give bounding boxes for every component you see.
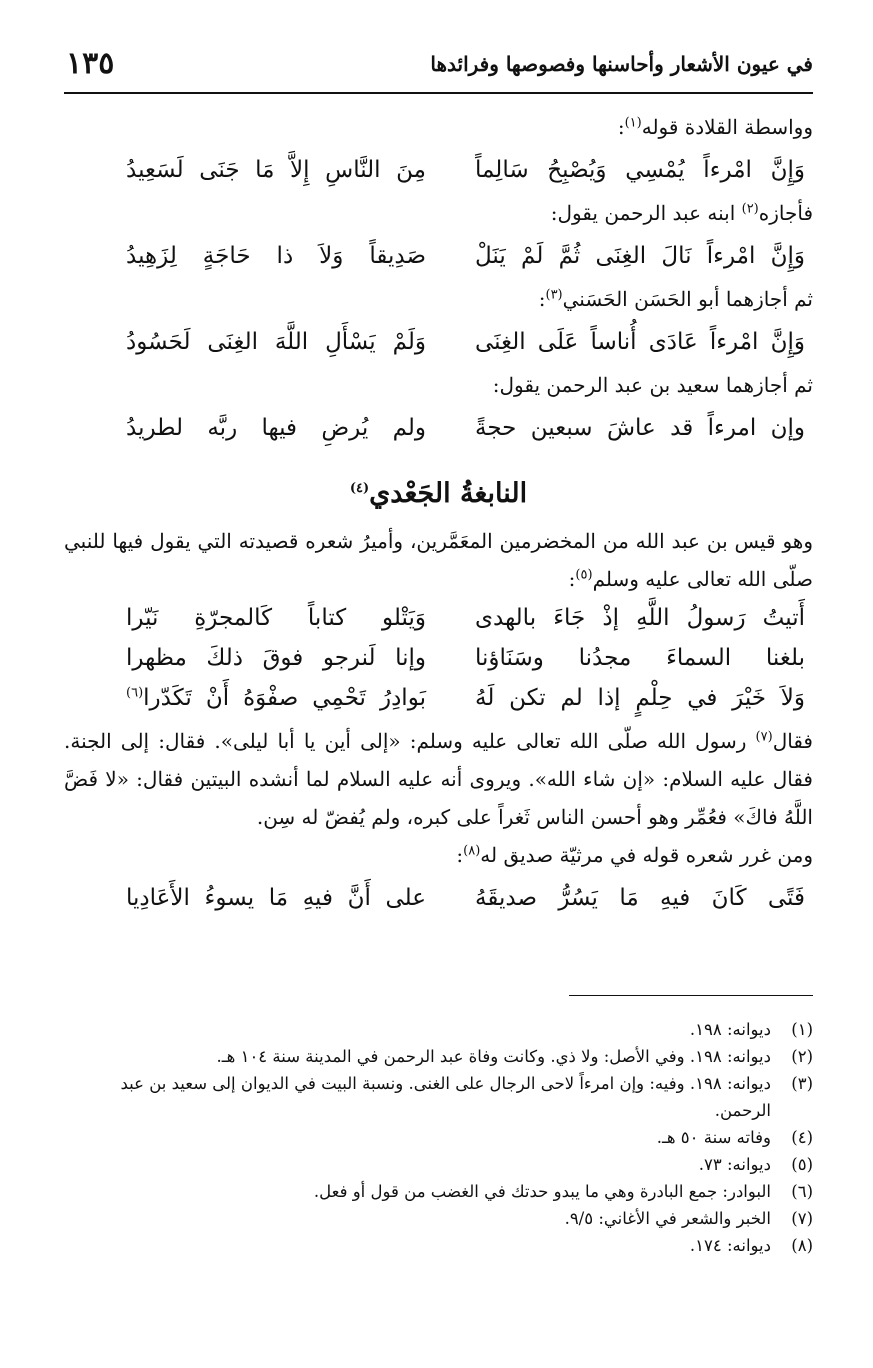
verse-second-hemistich: ولم يُرضِ فيها ربَّه لطريدُ xyxy=(126,415,426,441)
running-title: في عيون الأشعار وأحاسنها وفصوصها وفرائدها xyxy=(430,52,813,76)
verse-second-hemistich: وَلَمْ يَسْأَلِ اللَّهَ الغِنَى لَحَسُودُ xyxy=(126,329,426,355)
page-number: ١٣٥ xyxy=(66,46,115,81)
verse-first-hemistich: وَلاَ خَيْرَ في حِلْمٍ إذا لم تكن لَهُ xyxy=(475,685,805,711)
verse-second-hemistich: مِنَ النَّاسِ إِلاَّ مَا جَنَى لَسَعِيدُ xyxy=(126,157,426,183)
verse-line xyxy=(64,874,813,922)
intro-line-4: ثم أجازهما سعيد بن عبد الرحمن يقول: xyxy=(492,373,813,397)
intro-line-2 xyxy=(64,194,813,232)
intro-line-1 xyxy=(64,108,813,146)
intro-text: وواسطة القلادة قوله xyxy=(641,115,813,139)
verse-first-hemistich: وَإِنَّ امْرءاً عَادَى أُناساً عَلَى الغِنَى xyxy=(475,329,805,355)
footnote-text: وفاته سنة ٥٠ هـ. xyxy=(656,1128,771,1147)
footnote-ref: (٤) xyxy=(349,481,370,496)
verse-line xyxy=(64,638,813,678)
verse-line xyxy=(64,404,813,452)
footnote-number: (٨) xyxy=(791,1236,813,1255)
footnote-item xyxy=(64,1232,813,1259)
footnote-item xyxy=(64,1205,813,1232)
footnote-item xyxy=(64,1070,813,1124)
verse-first-hemistich: أَتيتُ رَسولُ اللَّهِ إذْ جَاءَ بالهدى xyxy=(475,605,805,631)
footnote-text: ديوانه: ١٩٨. وفيه: وإن امرءاً لاحى الرجال على الغنى. ونسبة البيت في الديوان إلى سعيد بن عبد الرحمن. xyxy=(120,1074,771,1120)
verse-first-hemistich: فَتًى كَانَ فيهِ مَا يَسُرُّ صديقَهُ xyxy=(475,885,805,911)
footnote-ref: (٥) xyxy=(575,567,593,583)
verse-line xyxy=(64,598,813,638)
footnote-item xyxy=(64,1016,813,1043)
verse-line xyxy=(64,318,813,366)
footnote-number: (٤) xyxy=(791,1128,813,1147)
verse-second-hemistich: وإنا لَنرجو فوقَ ذلكَ مظهرا xyxy=(126,645,426,671)
anecdote-text: رسول الله صلّى الله تعالى عليه وسلم: «إلى أين يا أبا ليلى». فقال: إلى الجنة. فقال عليه السلام: «إن شاء الله». ويروى أنه عليه السلام لما أنشده البيتين فقال: «لا فَضَّ اللَّهُ فاكَ» فعُمِّر وهو أحسن الناس ثَغراً على كبره، ولم يُفضّ له سِن. xyxy=(64,729,813,829)
footnote-text: الخبر والشعر في الأغاني: ٩/٥. xyxy=(564,1209,771,1228)
verse-line xyxy=(64,678,813,718)
footnote-item xyxy=(64,1151,813,1178)
footnote-ref: (٨) xyxy=(463,843,481,859)
footnote-ref: (٢) xyxy=(741,201,759,217)
intro-text: ابنه عبد الرحمن يقول: xyxy=(550,201,742,225)
footnote-ref: (٦) xyxy=(126,685,144,701)
page-body xyxy=(64,108,813,922)
verse-line xyxy=(64,146,813,194)
footnote-ref: (٣) xyxy=(545,287,563,303)
verse-second-hemistich xyxy=(126,685,426,711)
verse-second-hemistich: وَيَتْلو كتاباً كَالمجرّةِ نَيّرا xyxy=(126,605,426,631)
verse-second-hemistich: على أَنَّ فيهِ مَا يسوءُ الأَعَادِيا xyxy=(126,885,426,911)
bio-text: وهو قيس بن عبد الله من المخضرمين المعَمَّرين، وأميرُ شعره قصيدته التي يقول فيها للنبي صلّى الله تعالى عليه وسلم xyxy=(64,529,813,591)
elegy-colon: : xyxy=(456,843,464,867)
hemistich-text: بَوادِرُ تَحْمِي صفْوَهُ أَنْ تَكَدّرا xyxy=(143,685,426,711)
footnote-number: (١) xyxy=(791,1020,813,1039)
footnote-text: ديوانه: ١٩٨. وفي الأصل: ولا ذي. وكانت وفاة عبد الرحمن في المدينة سنة ١٠٤ هـ. xyxy=(216,1047,771,1066)
footnote-text: البوادر: جمع البادرة وهي ما يبدو حدتك في الغضب من قول أو فعل. xyxy=(313,1182,771,1201)
bio-colon: : xyxy=(568,567,576,591)
verse-first-hemistich: وَإِنَّ امْرءاً يُمْسِي وَيُصْبِحُ سَالِماً xyxy=(475,157,805,183)
footnote-ref: (٧) xyxy=(755,729,773,745)
verse-second-hemistich: صَدِيقاً وَلاَ ذا حَاجَةٍ لِزَهِيدُ xyxy=(126,243,426,269)
footnote-item xyxy=(64,1043,813,1070)
intro-line-3 xyxy=(64,280,813,318)
footnote-divider xyxy=(569,995,813,996)
footnote-text: ديوانه: ١٧٤. xyxy=(689,1236,771,1255)
footnote-number: (٣) xyxy=(791,1074,813,1093)
page-header xyxy=(64,48,813,94)
footnote-number: (٦) xyxy=(791,1182,813,1201)
elegy-intro-text: ومن غرر شعره قوله في مرثيّة صديق له xyxy=(480,843,813,867)
footnote-text: ديوانه: ١٩٨. xyxy=(689,1020,771,1039)
footnote-number: (٧) xyxy=(791,1209,813,1228)
verse-first-hemistich: بلغنا السماءَ مجدُنا وسَنَاؤنا xyxy=(475,645,805,671)
footnotes-list xyxy=(64,1016,813,1259)
footnote-ref: (١) xyxy=(624,115,642,131)
footnote-item xyxy=(64,1124,813,1151)
elegy-intro xyxy=(64,836,813,874)
section-heading xyxy=(64,474,813,514)
footnote-text: ديوانه: ٧٣. xyxy=(698,1155,771,1174)
anecdote-paragraph xyxy=(64,722,813,836)
footnote-number: (٥) xyxy=(791,1155,813,1174)
bio-paragraph xyxy=(64,522,813,598)
section-title-text: النابغةُ الجَعْدي xyxy=(369,478,528,509)
footnote-item xyxy=(64,1178,813,1205)
intro-colon: : xyxy=(538,287,546,311)
intro-text: فأجازه xyxy=(758,201,813,225)
verse-first-hemistich: وَإِنَّ امْرءاً نَالَ الغِنَى ثُمَّ لَمْ يَنَلْ xyxy=(475,243,805,269)
intro-colon: : xyxy=(617,115,625,139)
verse-line xyxy=(64,232,813,280)
anecdote-start: فقال xyxy=(772,729,813,753)
footnote-number: (٢) xyxy=(791,1047,813,1066)
intro-text: ثم أجازهما أبو الحَسَن الحَسَني xyxy=(562,287,813,311)
verse-first-hemistich: وإن امرءاً قد عاشَ سبعين حجةً xyxy=(475,415,805,441)
